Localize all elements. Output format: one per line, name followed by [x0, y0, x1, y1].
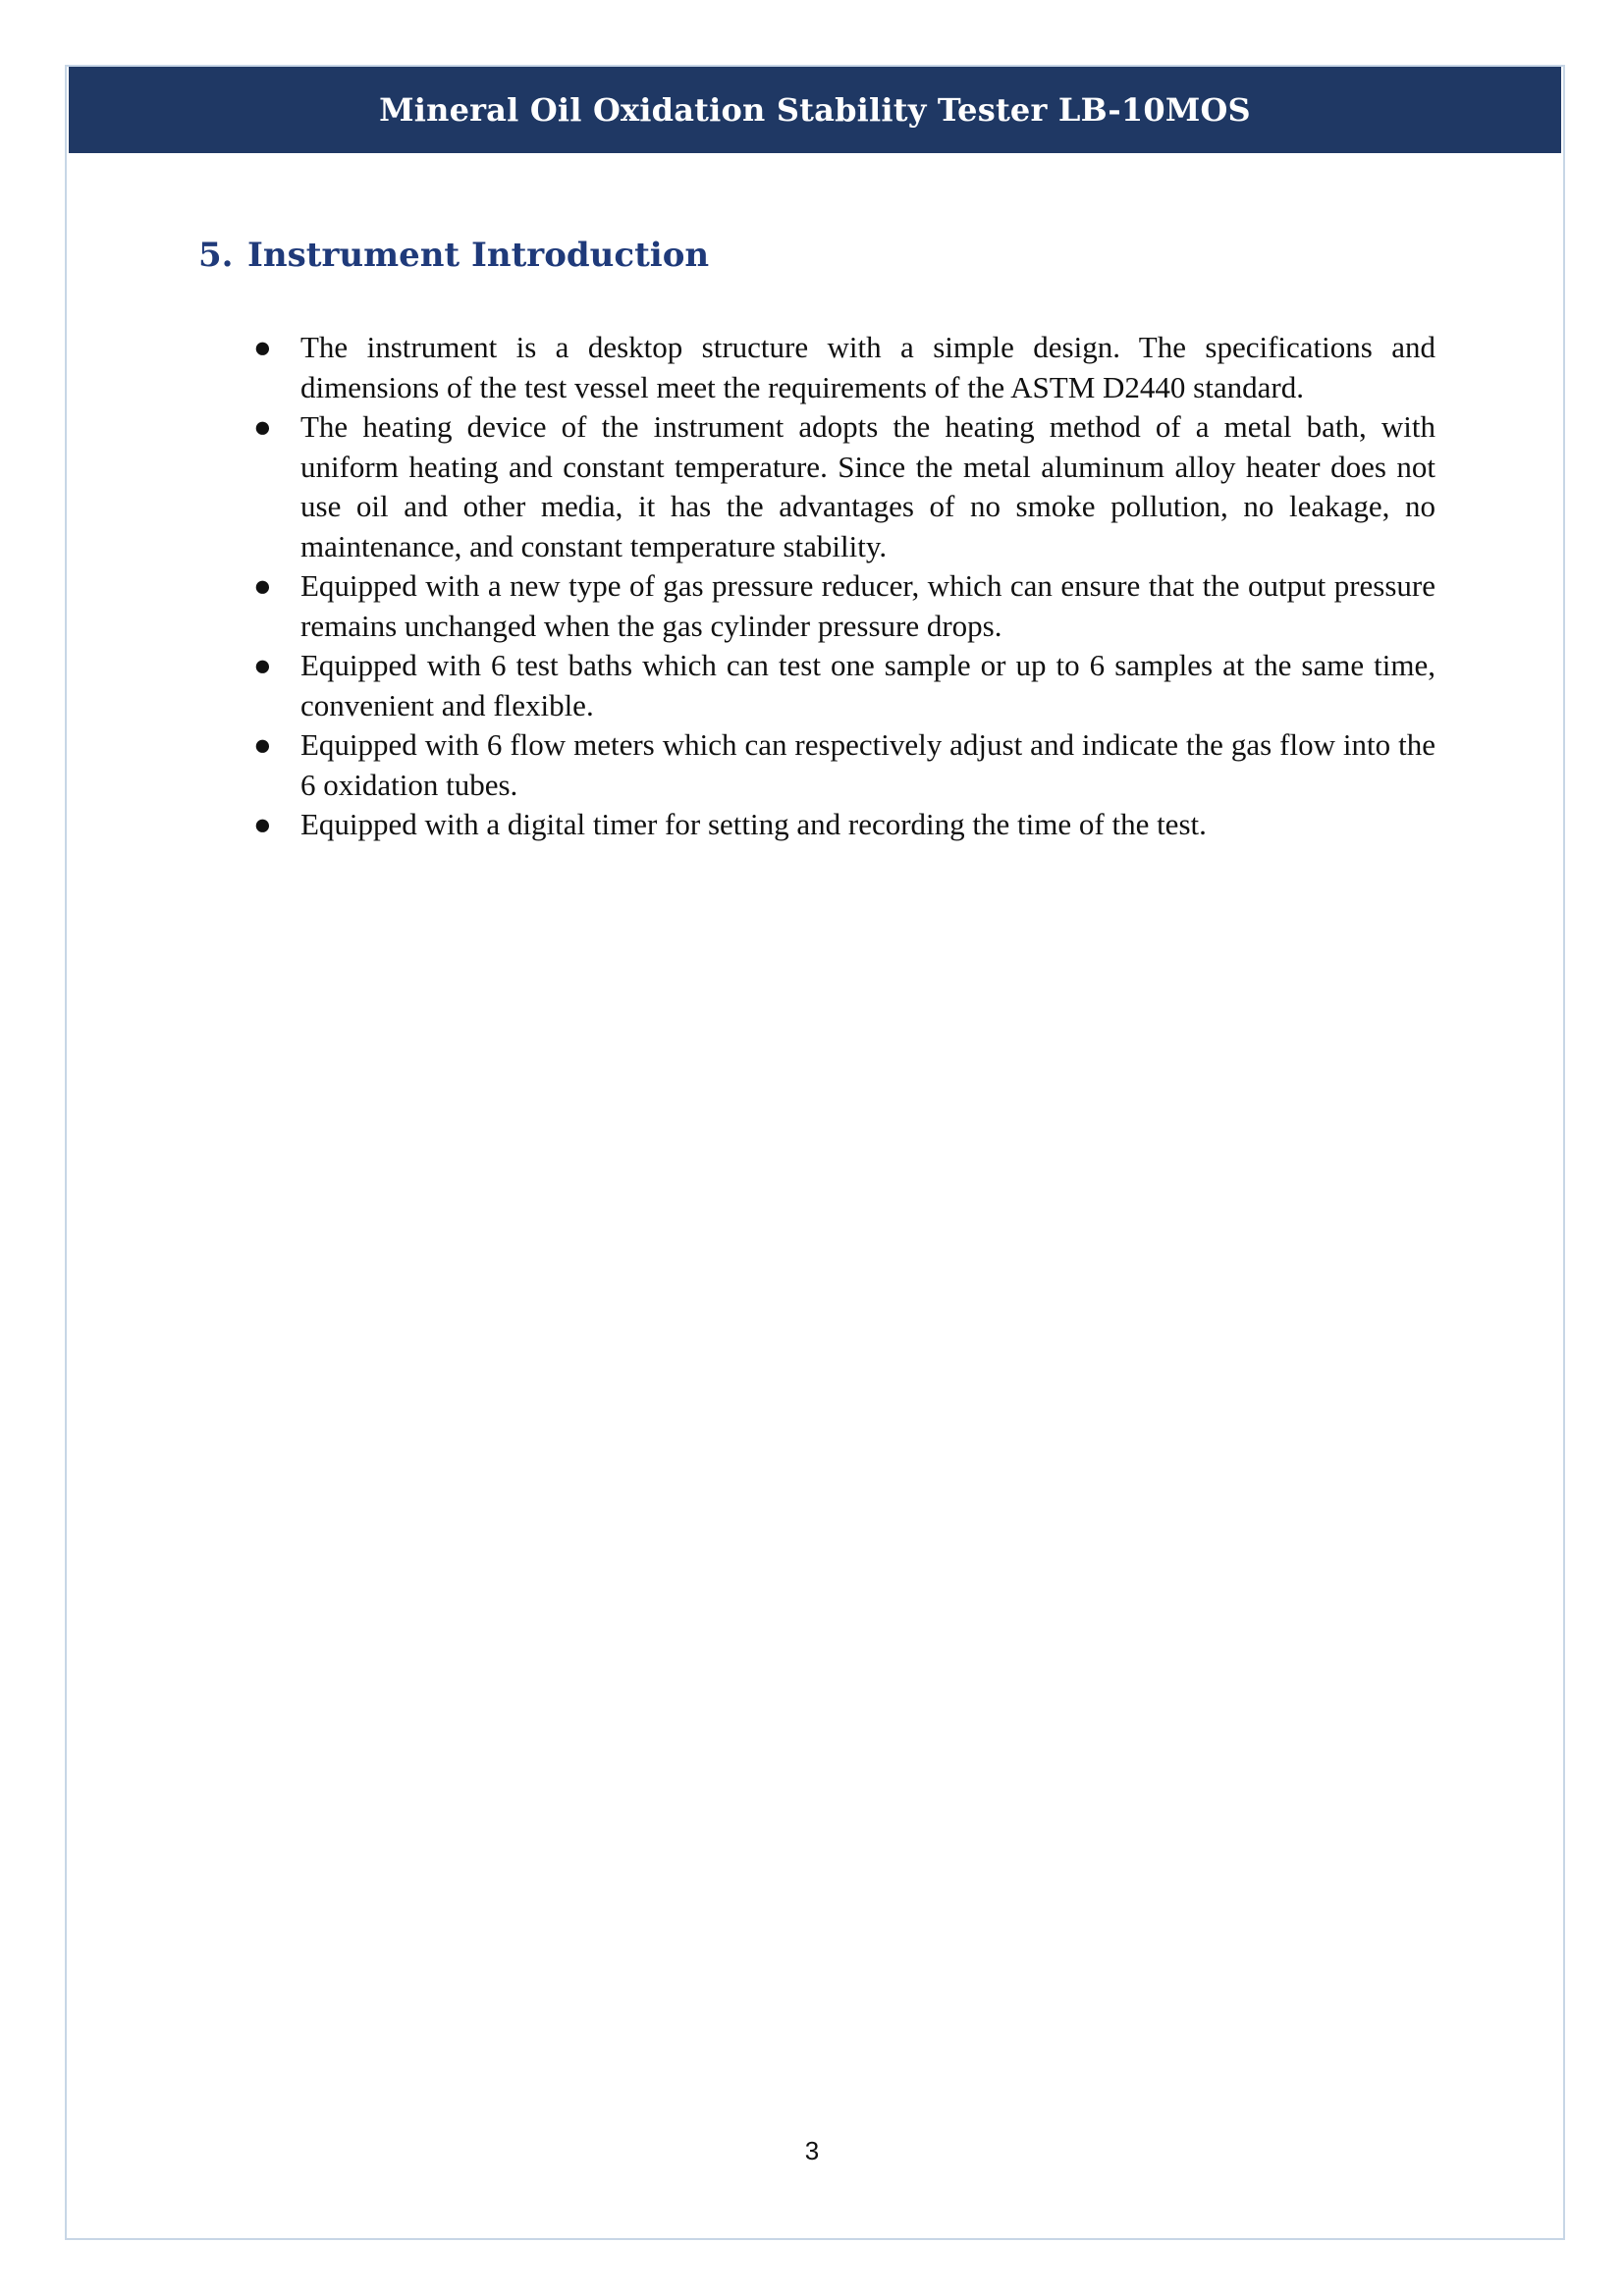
list-item [245, 725, 1435, 805]
header-bar [69, 67, 1561, 153]
feature-list [245, 328, 1435, 845]
list-item-text: Equipped with a new type of gas pressure reducer, which can ensure that the output pressure remains unchanged when the gas cylinder pressure drops. [300, 568, 1435, 643]
list-item-text: The heating device of the instrument adopts the heating method of a metal bath, with uniform heating and constant temperature. Since the metal aluminum alloy heater does not use oil and other media, it has the advantages of no smoke pollution, no leakage, no maintenance, and constant temperature stability. [300, 409, 1435, 563]
section-title: Instrument Introduction [247, 236, 710, 275]
section-heading [198, 236, 709, 275]
list-item-text: Equipped with 6 flow meters which can respectively adjust and indicate the gas flow into the 6 oxidation tubes. [300, 727, 1435, 802]
bullet-icon: ● [253, 807, 272, 841]
bullet-icon: ● [253, 648, 272, 682]
list-item-text: Equipped with 6 test baths which can test one sample or up to 6 samples at the same time, convenient and flexible. [300, 648, 1435, 722]
bullet-icon: ● [253, 727, 272, 762]
document-title: Mineral Oil Oxidation Stability Tester LB-10MOS [379, 91, 1251, 129]
section-number: 5. [198, 236, 234, 275]
list-item-text: Equipped with a digital timer for setting and recording the time of the test. [300, 807, 1207, 841]
page-number: 3 [804, 2136, 820, 2165]
list-item [245, 805, 1435, 845]
list-item [245, 646, 1435, 725]
bullet-icon: ● [253, 330, 272, 364]
list-item-text: The instrument is a desktop structure with a simple design. The specifications and dimensions of the test vessel meet the requirements of the ASTM D2440 standard. [300, 330, 1435, 404]
list-item [245, 407, 1435, 566]
list-item [245, 328, 1435, 407]
bullet-icon: ● [253, 568, 272, 603]
bullet-icon: ● [253, 409, 272, 444]
list-item [245, 566, 1435, 646]
